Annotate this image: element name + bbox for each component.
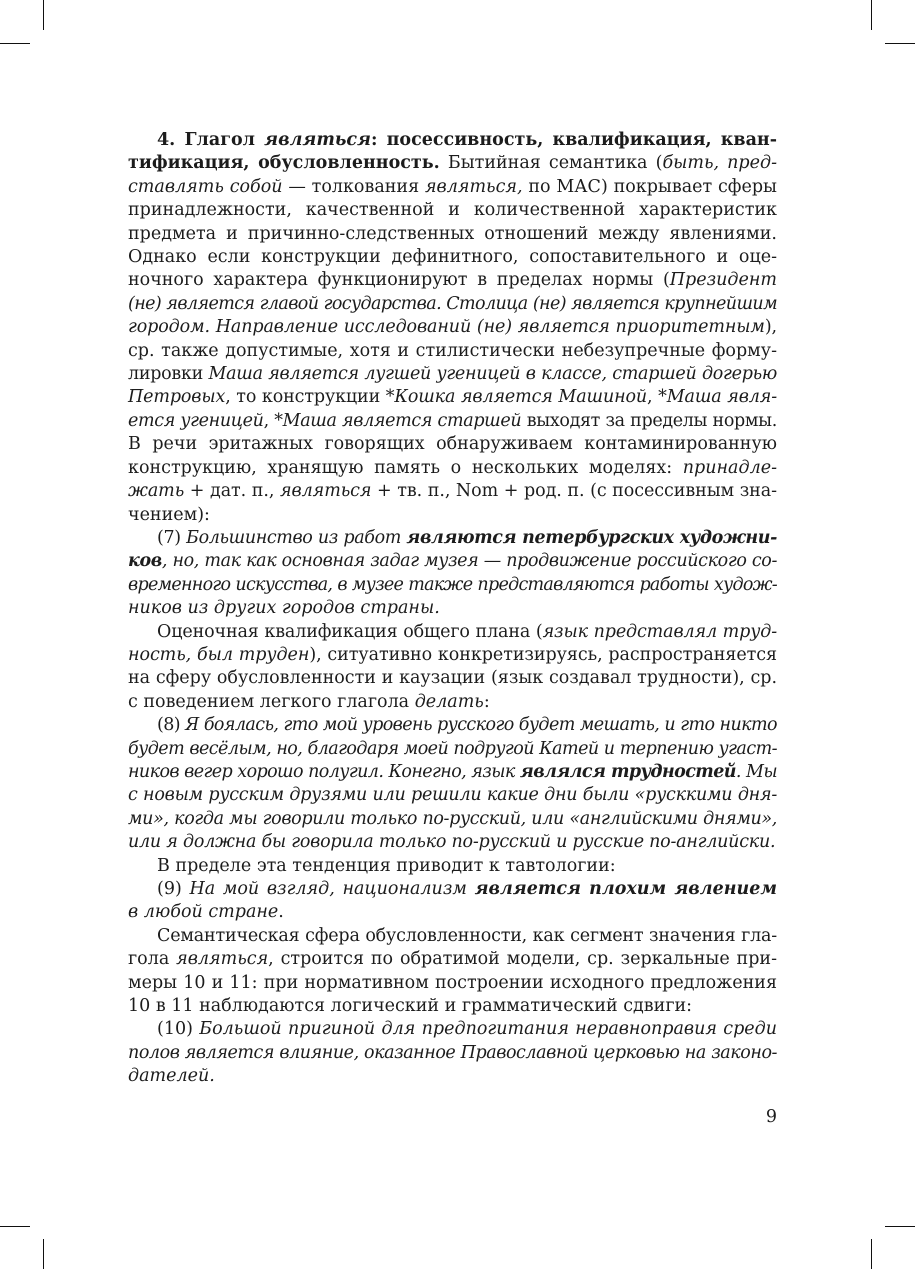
paragraph-conditionality (128, 925, 777, 1019)
italic-text: Большой пригиной для предпогитания неравноправия среди (199, 1019, 777, 1040)
regular-text: , то конструкции * (225, 387, 395, 408)
text-line (128, 761, 777, 784)
text-line (128, 644, 777, 667)
text-line (128, 293, 777, 316)
text-line (128, 152, 777, 175)
regular-text: В речи эритажных говорящих обнаруживаем контаминированную (128, 434, 777, 455)
italic-text: (не) является главой государства. Столица (не) является крупнейшим (128, 293, 777, 314)
italic-text: быть, пред- (662, 153, 777, 174)
italic-text: ми», когда мы говорили только по-русский, или «английскими днями», (128, 808, 777, 829)
bold-italic-text: являются петербургских художни- (406, 527, 777, 548)
text-line (128, 199, 777, 222)
crop-mark-top-right-vertical (871, 0, 872, 30)
regular-text: на сферу обусловленности и каузации (язык создавал трудности), ср. (128, 668, 777, 689)
italic-text: полов является влияние, оказанное Православной церковью на законо- (128, 1042, 777, 1063)
italic-text: Большинство из работ (186, 527, 407, 548)
italic-text: ставлять собой (128, 176, 283, 197)
crop-mark-bottom-right-vertical (871, 1239, 872, 1269)
text-line (128, 386, 777, 409)
regular-text: Семантическая сфера обусловленности, как сегмент значения гла- (157, 925, 777, 946)
italic-text: ность, был труден (128, 644, 310, 665)
regular-text: по МАС) покрывает сферы (522, 176, 777, 197)
page-number: 9 (765, 1107, 777, 1127)
crop-mark-top-left-horizontal (0, 43, 30, 44)
text-line (128, 972, 777, 995)
regular-text: лировки (128, 364, 209, 385)
bold-italic-text: являться (264, 130, 371, 150)
text-line (128, 223, 777, 246)
bold-text: тификация, обусловленность. (128, 153, 440, 174)
text-line (128, 1065, 777, 1088)
bold-italic-text: ков (128, 551, 162, 572)
regular-text: : (483, 691, 490, 712)
text-line (128, 433, 777, 456)
italic-text: или я должна бы говорила только по-русский и русские по-английски. (128, 832, 776, 853)
regular-text: конструкцию, хранящую память о нескольких моделях: (128, 457, 683, 478)
text-line (128, 714, 777, 737)
regular-text: меры 10 и 11: при нормативном построении исходного предложения (128, 972, 777, 993)
regular-text: — толкования (282, 176, 425, 197)
text-line (128, 667, 777, 690)
text-line (128, 738, 777, 761)
italic-text: дателей. (128, 1066, 215, 1087)
text-line (128, 574, 777, 597)
text-line (128, 901, 777, 924)
regular-text: выходят за пределы нормы. (521, 410, 777, 431)
italic-text: Я боялась, гто мой уровень русского будет мешать, и гто никто (185, 715, 777, 736)
italic-text: являться (176, 949, 269, 970)
italic-text: ется угеницей (128, 410, 264, 431)
bold-text: : посессивность, квалификация, кван- (370, 130, 778, 150)
paragraph-evaluative-qualification (128, 621, 777, 715)
text-line (128, 995, 777, 1018)
italic-text: будет весёлым, но, благодаря моей подругой Катей и терпению угаст- (128, 738, 777, 759)
italic-text: Маша является лугшей угеницей в классе, старшей догерью (208, 364, 777, 385)
text-line (128, 831, 777, 854)
regular-text: принадлежности, качественной и количественной характеристик (128, 200, 777, 221)
text-line (128, 410, 777, 433)
crop-mark-top-right-horizontal (885, 43, 915, 44)
italic-text: городом. Направление исследований (не) является приоритетным (128, 317, 765, 338)
regular-text: В пределе эта тенденция приводит к тавтологии: (157, 855, 616, 876)
italic-text: делать (414, 691, 484, 712)
italic-text: Президент (669, 270, 777, 291)
text-line (128, 691, 777, 714)
regular-text: предмета и причинно-следственных отношений между явлениями. (128, 223, 777, 244)
regular-text: , строится по обратимой модели, ср. зеркальные при- (268, 949, 777, 970)
text-line (128, 504, 777, 527)
text-line (128, 878, 777, 901)
regular-text: (7) (157, 527, 187, 548)
text-line (128, 129, 777, 152)
italic-text: в любой стране (128, 902, 279, 923)
text-line (128, 597, 777, 620)
bold-text: 4. Глагол (157, 130, 265, 150)
regular-text: + дат. п., (184, 481, 280, 502)
text-line (128, 527, 777, 550)
regular-text: Однако если конструкции дефинитного, сопоставительного и оце- (128, 247, 777, 268)
text-line (128, 925, 777, 948)
italic-text: На мой взгляд, национализм (189, 879, 475, 899)
regular-text: ), ситуативно конкретизируясь, распространяется (309, 644, 777, 665)
text-line (128, 621, 777, 644)
italic-text: Кошка является Машиной (394, 387, 648, 408)
italic-text: язык представлял труд- (542, 621, 777, 642)
italic-text: принадле- (682, 457, 777, 478)
text-line (128, 855, 777, 878)
text-line (128, 808, 777, 831)
italic-text: являться, (424, 176, 523, 197)
italic-text: являться (279, 481, 372, 502)
italic-text: Маша явля- (666, 387, 778, 408)
example-9 (128, 878, 777, 925)
example-7 (128, 527, 777, 621)
italic-text: жать (128, 481, 185, 502)
text-line (128, 316, 777, 339)
regular-text: + тв. п., Nom + род. п. (с посессивным зна- (371, 481, 777, 502)
regular-text: ночного характера функционируют в пределах нормы ( (128, 270, 670, 291)
crop-mark-bottom-right-horizontal (885, 1226, 915, 1227)
regular-text: (8) (157, 715, 186, 736)
regular-text: Бытийная семантика ( (439, 153, 663, 174)
text-line (128, 363, 777, 386)
example-10 (128, 1018, 777, 1088)
regular-text: ср. также допустимые, хотя и стилистически небезупречные форму- (128, 340, 777, 361)
italic-text: Маша является старшей (282, 410, 522, 431)
bold-italic-text: является плохим явлением (474, 879, 777, 899)
regular-text: ), (764, 317, 777, 338)
regular-text: (9) (157, 879, 190, 899)
italic-text: с новым русским друзями или решили какие дни были «русккими дня- (128, 785, 777, 806)
example-8 (128, 714, 777, 854)
text-line (128, 784, 777, 807)
text-line (128, 550, 777, 573)
italic-text: ников из других городов страны. (128, 598, 440, 619)
italic-text: Петровых (128, 387, 226, 408)
regular-text: , * (263, 410, 283, 431)
bold-italic-text: являлся трудностей (519, 761, 736, 782)
text-line (128, 457, 777, 480)
regular-text: (10) (157, 1019, 200, 1040)
text-line (128, 340, 777, 363)
crop-mark-bottom-left-vertical (43, 1239, 44, 1269)
text-line (128, 480, 777, 503)
text-line (128, 948, 777, 971)
text-line (128, 246, 777, 269)
paragraph-verb-yavlyatsya (128, 129, 777, 527)
regular-text: Оценочная квалификация общего плана ( (157, 621, 543, 642)
italic-text: временного искусства, в музее также представляются работы худож- (128, 574, 777, 595)
italic-text: ников вегер хорошо полугил. Конегно, язык (128, 761, 520, 782)
crop-mark-top-left-vertical (43, 0, 44, 30)
paragraph-tautology (128, 855, 777, 878)
text-line (128, 269, 777, 292)
text-line (128, 176, 777, 199)
italic-text: . Мы (735, 761, 777, 782)
body-text (128, 129, 777, 1089)
regular-text: , * (647, 387, 667, 408)
regular-text: 10 в 11 наблюдаются логический и грамматический сдвиги: (128, 996, 693, 1017)
crop-mark-bottom-left-horizontal (0, 1226, 30, 1227)
text-line (128, 1042, 777, 1065)
regular-text: . (278, 902, 284, 923)
regular-text: гола (128, 949, 177, 970)
regular-text: с поведением легкого глагола (128, 691, 415, 712)
italic-text: , но, так как основная задаг музея — продвижение российского со- (161, 551, 777, 572)
text-line (128, 1018, 777, 1041)
regular-text: чением): (128, 504, 210, 525)
